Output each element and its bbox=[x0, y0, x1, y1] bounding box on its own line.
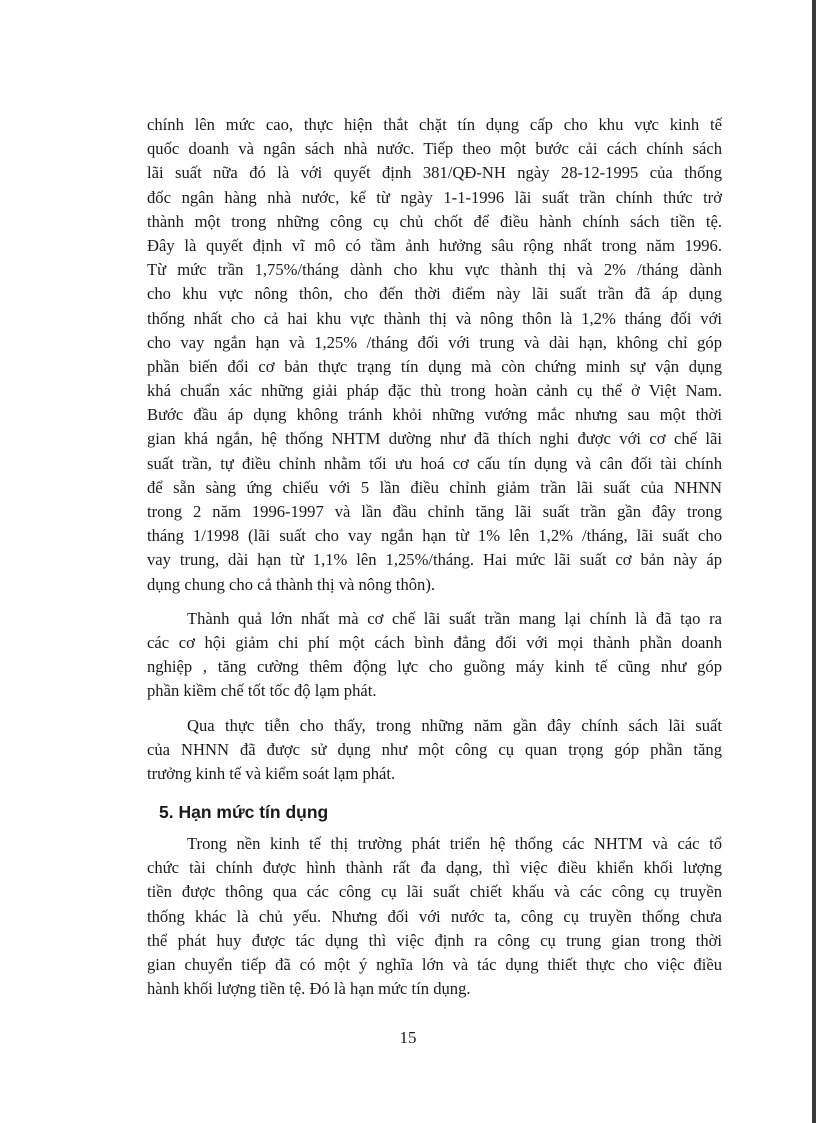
text-line: thống khác là chủ yếu. Nhưng đối với nước ta, công cụ truyền thống chưa bbox=[147, 906, 722, 926]
text-line: tháng 1/1998 (lãi suất cho vay ngắn hạn từ 1% lên 1,2% /tháng, lãi suất cho bbox=[147, 526, 722, 546]
text-line: Thành quả lớn nhất mà cơ chế lãi suất trần mang lại chính là đã tạo ra bbox=[187, 608, 722, 628]
text-line: thể phát huy được tác dụng thì việc định ra công cụ trung gian trong thời bbox=[147, 930, 722, 950]
text-line: phần biến đổi cơ bản thực trạng tín dụng mà còn chứng minh sự vận dụng bbox=[147, 356, 722, 376]
text-line: chính lên mức cao, thực hiện thắt chặt tín dụng cấp cho khu vực kinh tế bbox=[147, 115, 722, 134]
text-line: trưởng kinh tế và kiểm soát lạm phát. bbox=[147, 763, 396, 783]
text-line: để sẵn sàng ứng chiếu với 5 lần điều chỉnh giảm trần lãi suất của NHNN bbox=[147, 477, 722, 497]
paragraph-2 bbox=[147, 607, 722, 704]
text-line: suất trần, tự điều chỉnh nhằm tối ưu hoá cơ cấu tín dụng và cân đối tài chính bbox=[147, 453, 722, 473]
text-line: quốc doanh và ngân sách nhà nước. Tiếp theo một bước cải cách chính sách bbox=[147, 139, 722, 159]
scan-edge-shadow bbox=[812, 0, 816, 1123]
text-line: phần kiềm chế tốt tốc độ lạm phát. bbox=[147, 681, 377, 701]
text-line: cho vay ngắn hạn và 1,25% /tháng đối với trung và dài hạn, không chỉ góp bbox=[147, 332, 722, 352]
text-line: gian khá ngắn, hệ thống NHTM dường như đã thích nghi được với cơ chế lãi bbox=[147, 429, 722, 449]
section-paragraph bbox=[147, 832, 722, 1001]
text-line: tiền được thông qua các công cụ lãi suất chiết khấu và các công cụ truyền bbox=[147, 882, 722, 902]
text-line: của NHNN đã được sử dụng như một công cụ quan trọng góp phần tăng bbox=[147, 739, 722, 759]
text-line: Trong nền kinh tế thị trường phát triển hệ thống các NHTM và các tổ bbox=[187, 834, 722, 854]
text-line: đốc ngân hàng nhà nước, kể từ ngày 1-1-1996 lãi suất trần chính thức trở bbox=[147, 187, 722, 207]
text-line: Bước đầu áp dụng không tránh khỏi những vướng mắc nhưng sau một thời bbox=[147, 405, 722, 425]
text-line: thống nhất cho cả hai khu vực thành thị và nông thôn là 1,2% tháng đối với bbox=[147, 308, 722, 328]
page-body bbox=[147, 113, 722, 1001]
page-number: 15 bbox=[399, 1028, 417, 1047]
paragraph-3 bbox=[147, 714, 722, 787]
text-line: các cơ hội giảm chi phí một cách bình đẳng đối với mọi thành phần doanh bbox=[147, 632, 722, 652]
text-line: vay trung, dài hạn từ 1,1% lên 1,25%/tháng. Hai mức lãi suất cơ bản này áp bbox=[147, 550, 722, 570]
text-line: nghiệp , tăng cường thêm động lực cho guồng máy kinh tế cũng như góp bbox=[147, 657, 722, 677]
text-line: hành khối lượng tiền tệ. Đó là hạn mức tín dụng. bbox=[147, 979, 471, 999]
text-line: lãi suất nữa đó là với quyết định 381/QĐ-NH ngày 28-12-1995 của thống bbox=[147, 163, 722, 183]
paragraph-1 bbox=[147, 113, 722, 597]
text-line: khá chuẩn xác những giải pháp đặc thù trong hoàn cảnh cụ thể ở Việt Nam. bbox=[147, 381, 722, 401]
text-line: chức tài chính được hình thành rất đa dạng, thì việc điều khiển khối lượng bbox=[147, 858, 722, 878]
text-line: cho khu vực nông thôn, cho đến thời điểm này lãi suất trần đã áp dụng bbox=[147, 284, 722, 304]
text-line: Qua thực tiễn cho thấy, trong những năm gần đây chính sách lãi suất bbox=[187, 715, 722, 735]
text-line: gian chuyển tiếp đã có một ý nghĩa lớn và tác dụng thiết thực cho việc điều bbox=[147, 955, 722, 974]
section-heading: 5. Hạn mức tín dụng bbox=[159, 802, 329, 823]
text-line: Từ mức trần 1,75%/tháng dành cho khu vực thành thị và 2% /tháng dành bbox=[147, 260, 722, 280]
text-line: dụng chung cho cả thành thị và nông thôn). bbox=[147, 574, 436, 594]
text-line: thành một trong những công cụ chủ chốt để điều hành chính sách tiền tệ. bbox=[147, 211, 722, 231]
text-line: trong 2 năm 1996-1997 và lần đầu chỉnh tăng lãi suất trần gần đây trong bbox=[147, 502, 722, 521]
text-line: Đây là quyết định vĩ mô có tầm ảnh hưởng sâu rộng nhất trong năm 1996. bbox=[147, 235, 722, 255]
